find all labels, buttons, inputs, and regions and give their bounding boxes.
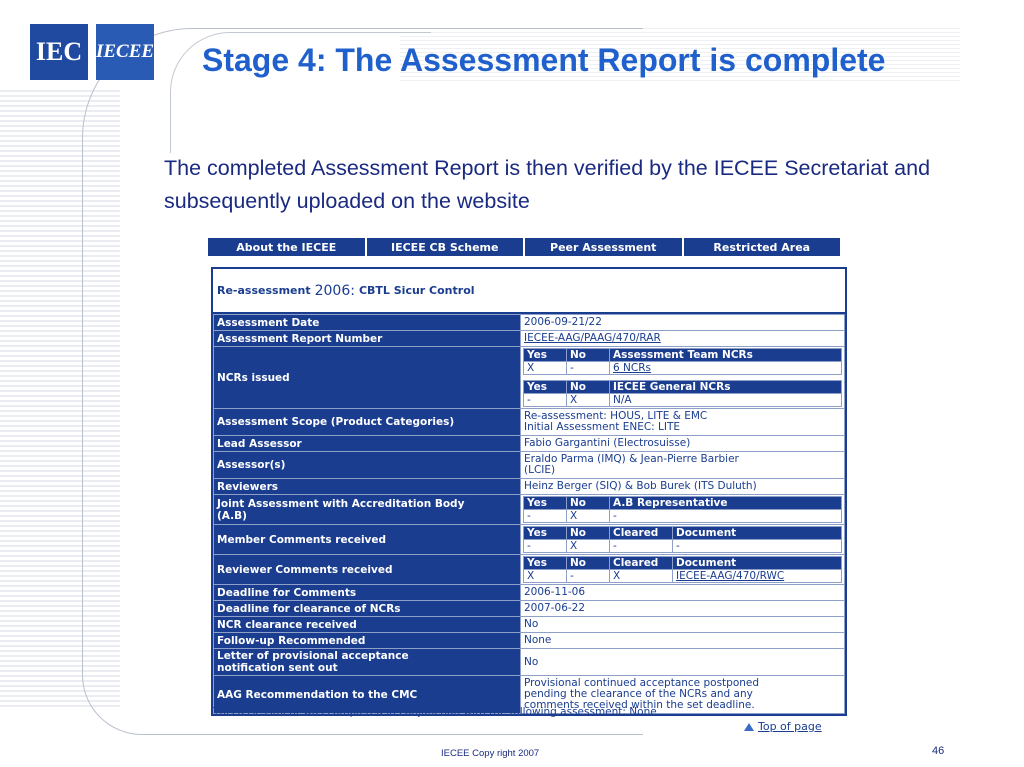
page-number: 46	[932, 745, 945, 757]
nav-iecee-cb-scheme[interactable]: IECEE CB Scheme	[367, 238, 526, 256]
table-row: Lead Assessor Fabio Gargantini (Electrosuisse)	[214, 436, 845, 452]
ncr-count-link[interactable]: 6 NCRs	[610, 362, 842, 375]
table-row: Joint Assessment with Accreditation Body (A.B) Yes No A.B Representative - X -	[214, 495, 845, 525]
report-panel	[211, 267, 847, 716]
table-row: Reviewers Heinz Berger (SIQ) & Bob Burek (ITS Duluth)	[214, 479, 845, 495]
member-comments-subtable: Yes No Cleared Document - X - -	[523, 526, 842, 553]
nav-about-iecee[interactable]: About the IECEE	[208, 238, 367, 256]
report-table	[213, 314, 845, 714]
table-row: Assessment Date 2006-09-21/22	[214, 315, 845, 331]
joint-subtable: Yes No A.B Representative - X -	[523, 496, 842, 523]
table-row: Letter of provisional acceptance notification sent out No	[214, 649, 845, 676]
table-row: Follow-up Recommended None	[214, 633, 845, 649]
ncr-team-subtable: Yes No Assessment Team NCRs X - 6 NCRs	[523, 348, 842, 375]
site-nav-bar	[208, 238, 840, 256]
top-of-page-link[interactable]: Top of page	[744, 720, 822, 733]
table-row: AAG Recommendation to the CMC Provisional continued acceptance postponed pending the clearance of the NCRs and any comments received within the set deadline.	[214, 676, 845, 714]
table-row: Assessor(s) Eraldo Parma (IMQ) & Jean-Pierre Barbier (LCIE)	[214, 452, 845, 479]
table-row: Deadline for clearance of NCRs 2007-06-22	[214, 601, 845, 617]
table-row: Assessment Report Number IECEE-AAG/PAAG/470/RAR	[214, 331, 845, 347]
table-row: Reviewer Comments received Yes No Cleared Document X - X IECEE-AAG/470/RWC	[214, 555, 845, 585]
slide-footer: IECEE Copy right 2007	[441, 748, 540, 759]
table-row: NCR clearance received No	[214, 617, 845, 633]
reviewer-comments-document-link[interactable]: IECEE-AAG/470/RWC	[673, 570, 842, 583]
table-row: Member Comments received Yes No Cleared Document - X - -	[214, 525, 845, 555]
nav-peer-assessment[interactable]: Peer Assessment	[525, 238, 684, 256]
iecee-logo: IECEE	[96, 24, 154, 80]
report-heading: Re-assessment 2006: CBTL Sicur Control	[213, 269, 845, 314]
report-number-link[interactable]: IECEE-AAG/PAAG/470/RAR	[521, 331, 845, 347]
arrow-up-icon	[744, 723, 754, 731]
iec-logo: IEC	[30, 24, 88, 80]
slide-subtitle: The completed Assessment Report is then verified by the IECEE Secretariat and subsequently uploaded on the website	[164, 156, 931, 213]
assessment-note: This assessment was completed in conjunction with the following assessment: None	[213, 706, 657, 718]
slide-title: Stage 4: The Assessment Report is complete	[202, 42, 886, 78]
nav-restricted-area[interactable]: Restricted Area	[684, 238, 841, 256]
reviewer-comments-subtable: Yes No Cleared Document X - X IECEE-AAG/470/RWC	[523, 556, 842, 583]
ncr-general-subtable: Yes No IECEE General NCRs - X N/A	[523, 380, 842, 407]
website-screenshot	[196, 232, 856, 742]
table-row: Deadline for Comments 2006-11-06	[214, 585, 845, 601]
table-row: Assessment Scope (Product Categories) Re-assessment: HOUS, LITE & EMC Initial Assessment ENEC: LITE	[214, 409, 845, 436]
table-row: NCRs issued Yes No Assessment Team NCRs X - 6 NCRs Yes No IECEE General NCRs - X N/A	[214, 347, 845, 409]
